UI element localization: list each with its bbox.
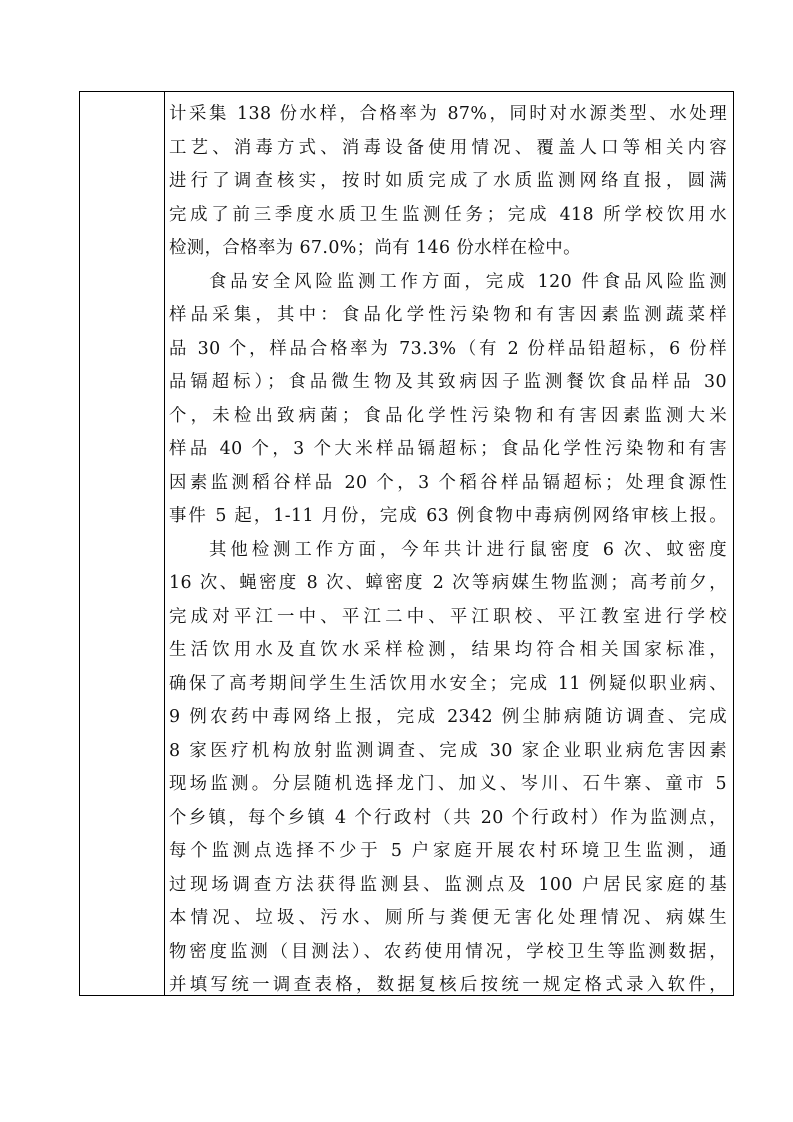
text-line: 样品 40 个，3 个大米样品镉超标；食品化学性污染物和有害 — [169, 439, 727, 459]
text-line: 完成了前三季度水质卫生监测任务；完成 418 所学校饮用水 — [169, 204, 727, 225]
text-line: 确保了高考期间学生生活饮用水安全；完成 11 例疑似职业病、 — [169, 673, 727, 694]
table-left-column — [80, 92, 165, 995]
text-line: 并填写统一调查表格，数据复核后按统一规定格式录入软件， — [169, 975, 727, 995]
text-line: 8 家医疗机构放射监测调查、完成 30 家企业职业病危害因素 — [169, 740, 727, 761]
text-line: 物密度监测（目测法）、农药使用情况，学校卫生等监测数据， — [169, 941, 727, 962]
table-content-cell — [165, 92, 733, 995]
text-line: 检测，合格率为 67.0%；尚有 146 份水样在检中。 — [169, 238, 581, 258]
text-line: 工艺、消毒方式、消毒设备使用情况、覆盖人口等相关内容 — [169, 137, 727, 158]
text-line: 样品采集，其中：食品化学性污染物和有害因素监测蔬菜样 — [169, 305, 727, 325]
text-line: 进行了调查核实，按时如质完成了水质监测网络直报，圆满 — [169, 171, 727, 191]
text-line: 因素监测稻谷样品 20 个，3 个稻谷样品镉超标；处理食源性 — [169, 472, 727, 493]
text-line: 个乡镇，每个乡镇 4 个行政村（共 20 个行政村）作为监测点， — [169, 807, 727, 828]
text-line: 现场监测。分层随机选择龙门、加义、岑川、石牛寨、童市 5 — [169, 774, 727, 794]
text-line: 其他检测工作方面，今年共计进行鼠密度 6 次、蚊密度 — [209, 539, 727, 560]
text-line: 本情况、垃圾、污水、厕所与粪便无害化处理情况、病媒生 — [169, 908, 727, 928]
text-line: 事件 5 起，1-11 月份，完成 63 例食物中毒病例网络审核上报。 — [169, 506, 727, 526]
text-line: 品镉超标）；食品微生物及其致病因子监测餐饮食品样品 30 — [169, 372, 727, 392]
text-line: 个，未检出致病菌；食品化学性污染物和有害因素监测大米 — [169, 405, 727, 426]
text-line: 9 例农药中毒网络上报，完成 2342 例尘肺病随访调查、完成 — [169, 707, 727, 727]
text-line: 完成对平江一中、平江二中、平江职校、平江教室进行学校 — [169, 606, 727, 627]
text-line: 过现场调查方法获得监测县、监测点及 100 户居民家庭的基 — [169, 874, 727, 895]
text-line: 16 次、蝇密度 8 次、蟑密度 2 次等病媒生物监测；高考前夕， — [169, 573, 727, 593]
text-line: 食品安全风险监测工作方面，完成 120 件食品风险监测 — [209, 271, 727, 292]
document-table — [79, 91, 734, 996]
text-line: 每个监测点选择不少于 5 户家庭开展农村环境卫生监测，通 — [169, 841, 727, 861]
text-line: 计采集 138 份水样，合格率为 87%，同时对水源类型、水处理 — [169, 104, 727, 124]
text-line: 生活饮用水及直饮水采样检测，结果均符合相关国家标准， — [169, 640, 727, 660]
text-line: 品 30 个，样品合格率为 73.3%（有 2 份样品铅超标，6 份样 — [169, 338, 727, 359]
